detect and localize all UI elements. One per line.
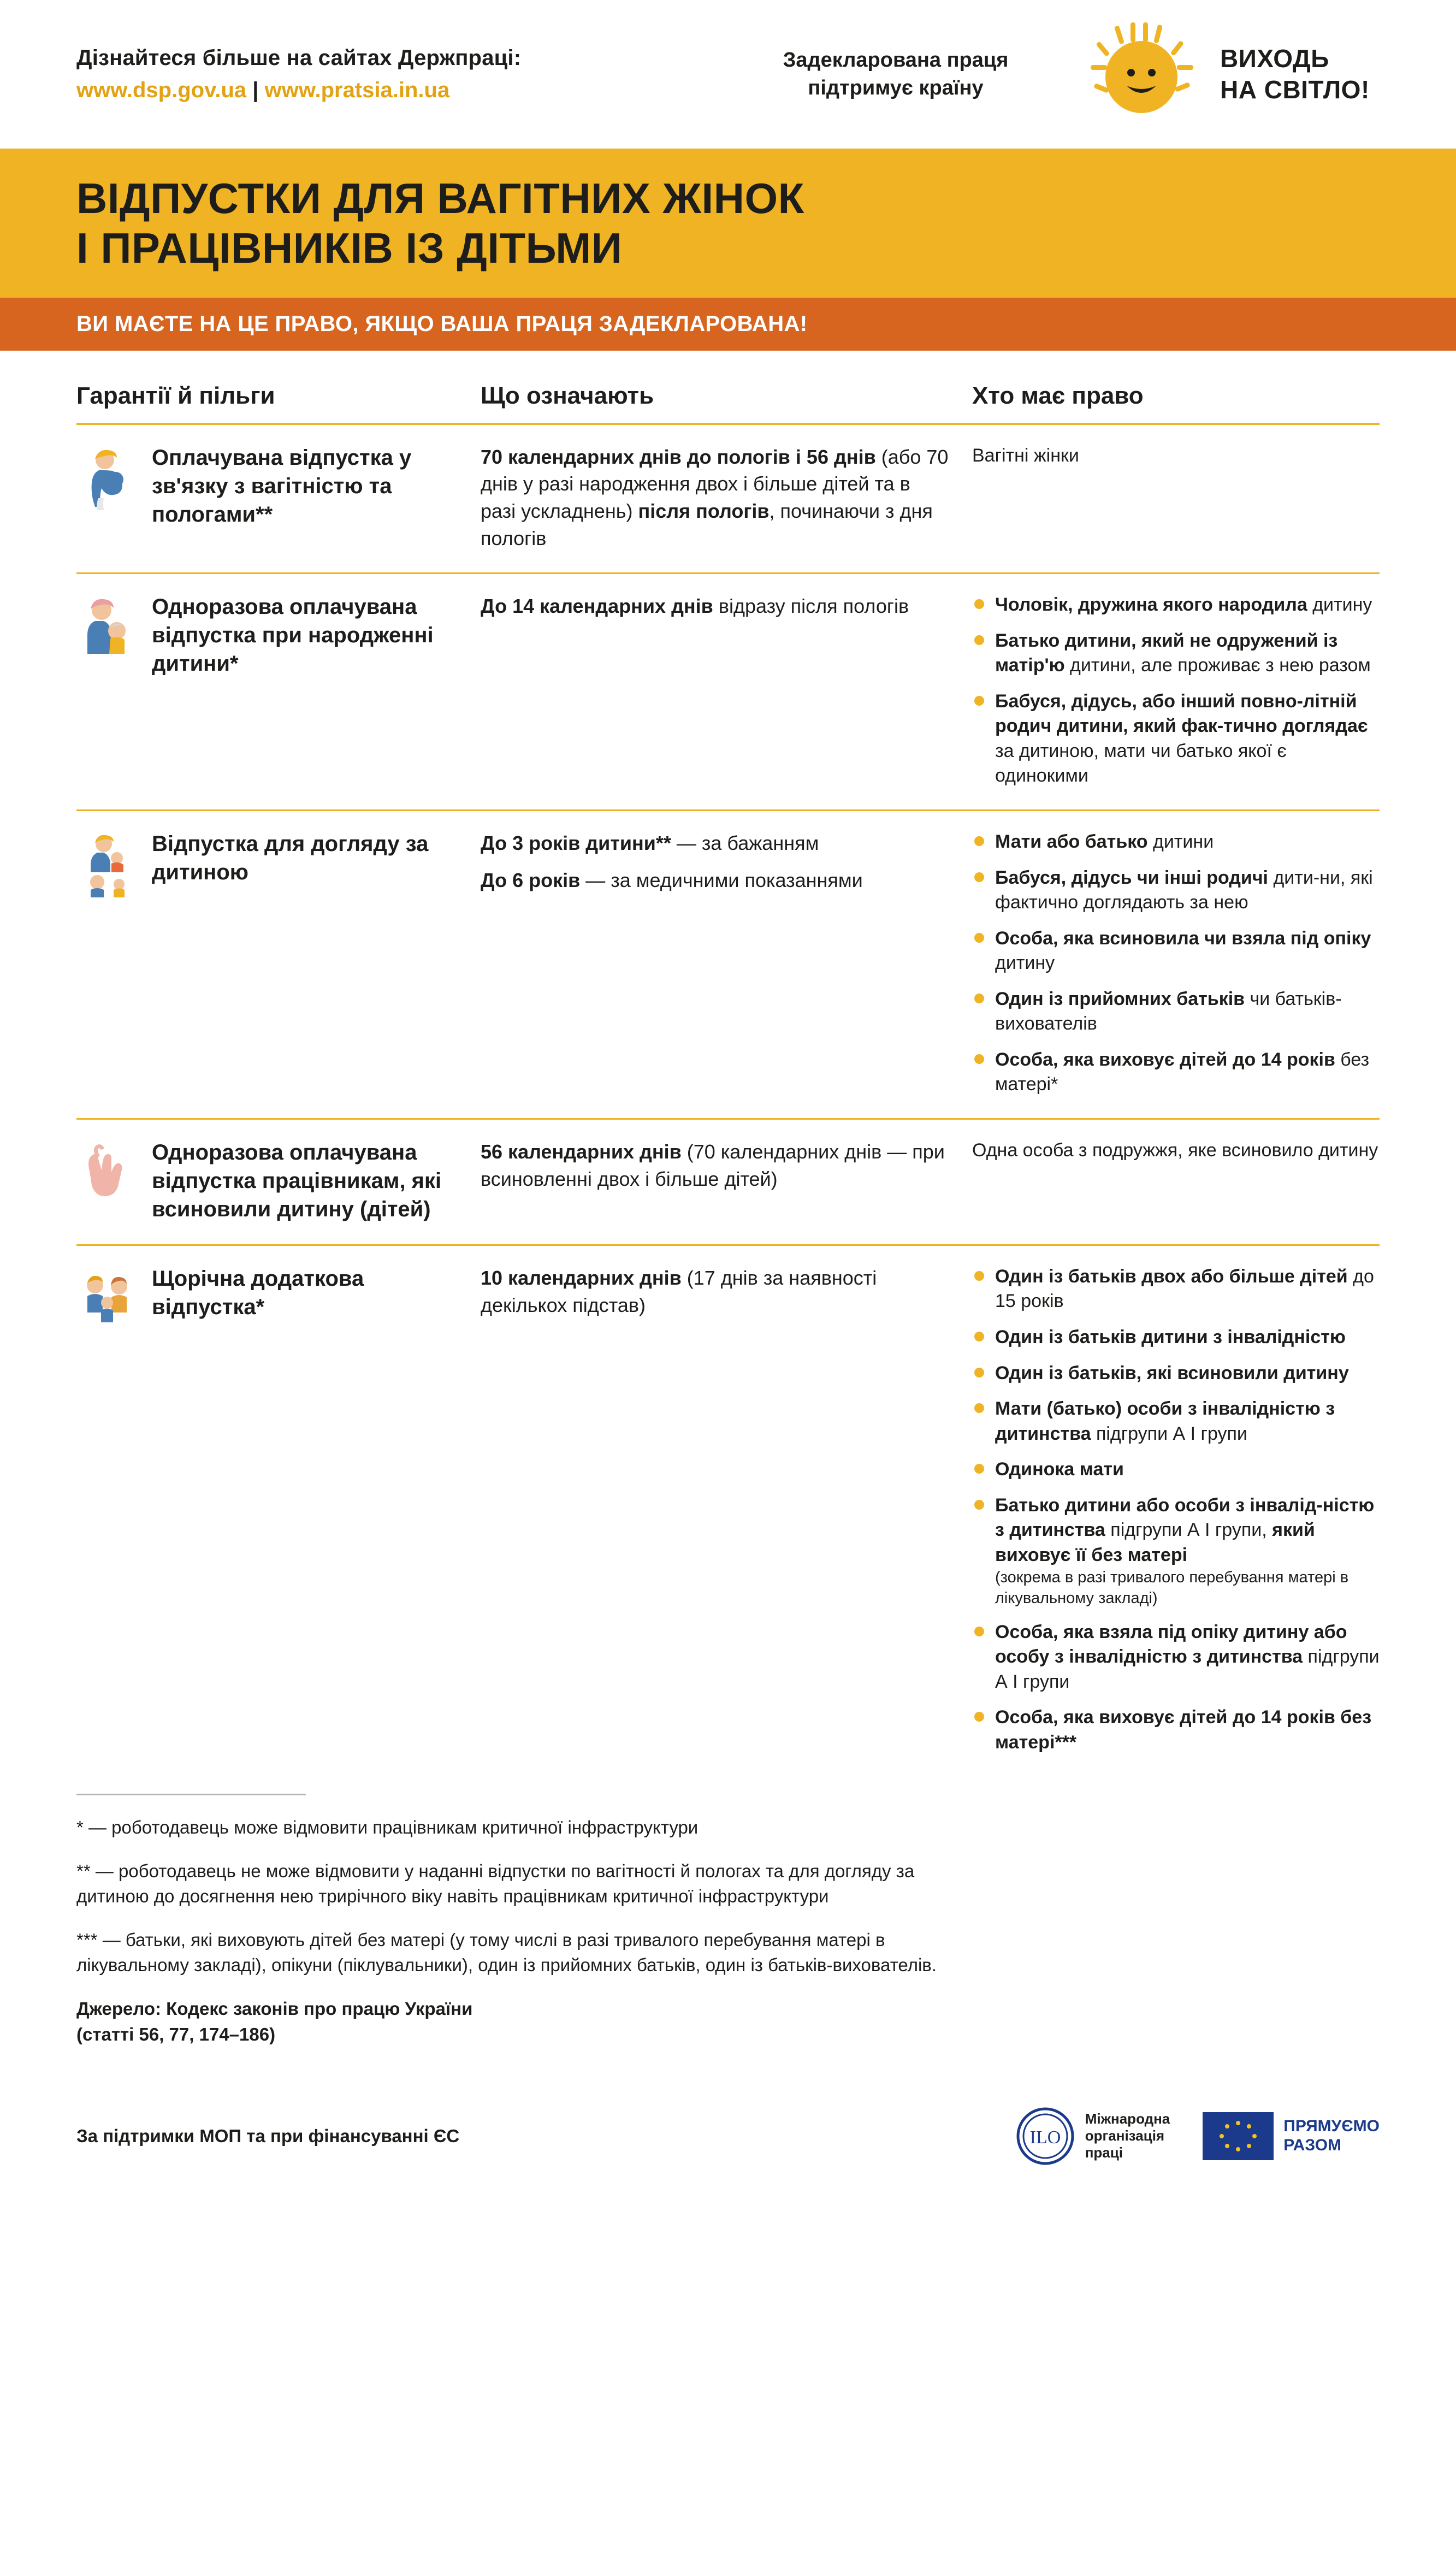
table-row [76,1246,1380,1776]
list-item: Один із батьків, які всиновили дитину [972,1361,1380,1386]
cta-text [1220,43,1370,106]
list-item: Одинока мати [972,1457,1380,1482]
list-item: Особа, яка виховує дітей до 14 років без матері* [972,1048,1380,1097]
row-4-guarantee-label: Одноразова оплачувана відпустка працівникам, які всиновили дитину (дітей) [152,1140,442,1221]
links-separator: | [252,78,259,102]
row-5-guarantee [76,1264,481,1332]
page-subtitle: ВИ МАЄТЕ НА ЦЕ ПРАВО, ЯКЩО ВАША ПРАЦЯ ЗАДЕКЛАРОВАНА! [76,311,808,336]
list-item: Бабуся, дідусь, або інший повно-літній родич дитини, який фак-тично доглядає за дитиною, мати чи батько якої є одинокими [972,689,1380,789]
source-note [76,1996,939,2047]
row-5-meaning: 10 календарних днів (17 днів за наявності декількох підстав) [481,1266,877,1316]
row-1-who [972,444,1380,469]
row-4-meaning: 56 календарних днів (70 календарних днів — при всиновленні двох і більше дітей) [481,1140,945,1190]
ilo-logo [1015,2106,1170,2166]
table-header-who: Хто має право [972,382,1144,409]
footnotes-divider [76,1794,306,1795]
list-item: Бабуся, дідусь чи інші родичі дити-ни, які фактично доглядають за нею [972,866,1380,915]
list-item: Особа, яка всиновила чи взяла під опіку дитину [972,926,1380,976]
list-item: Мати або батько дитини [972,830,1380,855]
footnotes-text [76,1776,972,2066]
eu-flag-icon [1203,2112,1274,2160]
row-5-guarantee-label: Щорічна додаткова відпустка* [152,1266,364,1319]
footnotes-section [0,1776,1456,2066]
row-4-who [972,1138,1380,1163]
row-4-who-text: Одна особа з подружжя, яке всиновило дитину [972,1139,1378,1161]
ilo-line-2: організація [1085,2127,1165,2144]
source-line-1: Джерело: Кодекс законів про працю України [76,1999,473,2019]
benefits-table [0,351,1456,1776]
ilo-line-1: Міжнародна [1085,2110,1170,2127]
row-2-guarantee [76,593,481,678]
eu-line-2: РАЗОМ [1283,2136,1342,2154]
footnote-2: ** — роботодавець не може відмовити у наданні відпустки по вагітності й пологах та для догляду за дитиною до досягнення нею трирічного віку навіть працівникам критичної інфраструктури [76,1860,915,1906]
list-item: Особа, яка взяла під опіку дитину або особу з інвалідністю з дитинства підгрупи А I групи [972,1620,1380,1695]
website-links [76,78,721,103]
row-2-meaning: До 14 календарних днів відразу після пологів [481,595,909,618]
childcare-icon [76,832,142,897]
list-item: Батько дитини або особи з інвалід-ністю з дитинства підгрупи А I групи, який виховує її без матері (зокрема в разі тривалого перебування матері в лікувальному закладі) [972,1493,1380,1609]
footnote-1: * — роботодавець може відмовити працівникам критичної інфраструктури [76,1817,699,1837]
table-row [76,1120,1380,1244]
page-title-line-2: І ПРАЦІВНИКІВ ІЗ ДІТЬМИ [76,224,623,273]
row-1-meaning: 70 календарних днів до пологів і 56 днів (або 70 днів у разі народження двох і більше дітей та в разі ускладнень) після пологів, починаючи з дня пологів [481,445,949,549]
footnotes-spacer [972,1776,1380,2066]
eu-logo [1203,2112,1380,2160]
footer-support-text: За підтримки МОП та при фінансуванні ЄС [76,2125,460,2146]
table-header-row [76,351,1380,423]
row-1-guarantee-label: Оплачувана відпустка у зв'язку з вагітністю та пологами** [152,445,412,527]
row-3-who [972,830,1380,1097]
eu-logo-text [1283,2117,1380,2155]
footnote-3: *** — батьки, які виховують дітей без матері (у тому числі в разі тривалого перебування матері в лікувальному закладі), опікуни (піклувальники), один із прийомних батьків, один із батьків-вихователів. [76,1930,937,1976]
website-dsp-link[interactable]: www.dsp.gov.ua [76,78,247,102]
source-line-2: (статті 56, 77, 174–186) [76,2024,276,2044]
table-header-meaning: Що означають [481,382,654,409]
table-header-guarantees: Гарантії й пільги [76,382,275,409]
row-3-meaning: До 3 років дитини** — за бажанням До 6 років — за медичними показаннями [481,832,863,891]
campaign-slogan [721,46,1070,103]
top-bar [0,0,1456,149]
sun-mascot-wrapper [1070,22,1212,126]
family-icon [76,1267,142,1332]
parent-with-baby-icon [76,595,142,660]
list-item: Один із батьків двох або більше дітей до 15 років [972,1264,1380,1314]
slogan-line-2: підтримує країну [808,76,984,99]
row-3-guarantee-label: Відпустка для догляду за дитиною [152,832,429,885]
website-pratsia-link[interactable]: www.pratsia.in.ua [264,78,450,102]
row-3-who-list [972,830,1380,1097]
ilo-line-3: праці [1085,2144,1123,2161]
title-band [0,149,1456,298]
row-4-guarantee [76,1138,481,1223]
table-row [76,425,1380,573]
row-2-guarantee-label: Одноразова оплачувана відпустка при народженні дитини* [152,595,434,676]
row-1-who-text: Вагітні жінки [972,445,1079,466]
row-2-who [972,593,1380,789]
row-2-who-list [972,593,1380,789]
sun-mascot-icon [1079,22,1204,126]
ilo-logo-icon [1015,2106,1075,2166]
ilo-logo-text [1085,2110,1170,2162]
row-3-guarantee [76,830,481,897]
page-title-line-1: ВІДПУСТКИ ДЛЯ ВАГІТНИХ ЖІНОК [76,174,804,222]
footer-logos [1015,2106,1380,2166]
row-5-who-list [972,1264,1380,1755]
list-item: Особа, яка виховує дітей до 14 років без матері*** [972,1705,1380,1755]
list-item: Один із батьків дитини з інвалідністю [972,1325,1380,1350]
eu-line-1: ПРЯМУЄМО [1283,2117,1380,2136]
learn-more-label: Дізнайтеся більше на сайтах Держпраці: [76,46,522,70]
slogan-line-1: Задекларована праця [783,48,1009,72]
table-row [76,811,1380,1118]
table-row [76,574,1380,809]
list-item: Мати (батько) особи з інвалідністю з дитинства підгрупи А I групи [972,1397,1380,1446]
pregnant-woman-icon [76,446,142,511]
footer [0,2088,1456,2189]
subtitle-band [0,298,1456,351]
cta-line-1: ВИХОДЬ [1220,44,1329,73]
list-item: Один із прийомних батьків чи батьків-вихователів [972,987,1380,1037]
cta-line-2: НА СВІТЛО! [1220,75,1370,104]
row-5-who [972,1264,1380,1755]
hands-care-icon [76,1140,142,1206]
top-bar-websites [76,46,721,103]
page-title [76,174,1380,274]
list-item: Батько дитини, який не одружений із матір'ю дитини, але проживає з нею разом [972,629,1380,678]
list-item: Чоловік, дружина якого народила дитину [972,593,1380,618]
row-1-guarantee [76,444,481,529]
svg-text:ILO: ILO [1029,2127,1061,2148]
